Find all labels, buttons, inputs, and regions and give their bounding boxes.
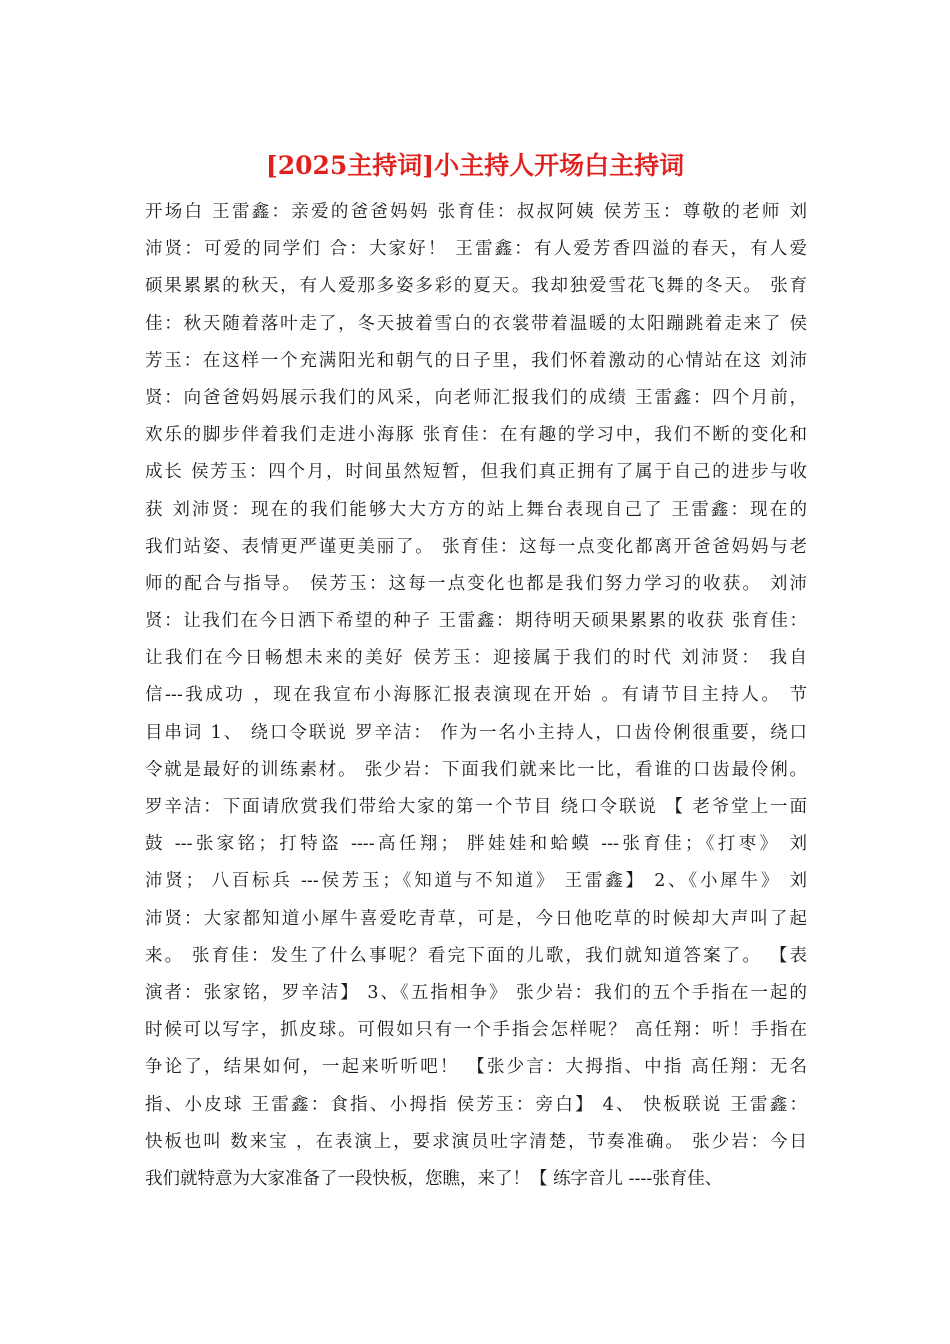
body-line: 令就是最好的训练素材。 张少岩：下面我们就来比一比，看谁的口齿最伶俐。 <box>145 759 807 780</box>
body-line: 欢乐的脚步伴着我们走进小海豚 张育佳：在有趣的学习中，我们不断的变化和 <box>145 425 807 446</box>
body-line: 争论了，结果如何，一起来听听吧！ 【张少言：大拇指、中指 高任翔：无名 <box>145 1057 807 1078</box>
body-line: 我们就特意为大家准备了一段快板，您瞧，来了！【 练字音儿 ----张育佳、 <box>145 1168 723 1189</box>
body-line: 目串词 1、 绕口令联说 罗辛洁： 作为一名小主持人，口齿伶俐很重要，绕口 <box>145 722 807 743</box>
body-line: 鼓 ---张家铭；打特盗 ----高任翔； 胖娃娃和蛤蟆 ---张育佳；《打枣》 刘 <box>145 834 807 855</box>
body-line: 沛贤：可爱的同学们 合：大家好！ 王雷鑫：有人爱芳香四溢的春天，有人爱 <box>145 239 807 260</box>
document-title: [2025主持词]小主持人开场白主持词 <box>265 151 685 180</box>
body-line: 指、小皮球 王雷鑫：食指、小拇指 侯芳玉：旁白】 4、 快板联说 王雷鑫： <box>145 1094 807 1115</box>
body-line: 让我们在今日畅想未来的美好 侯芳玉：迎接属于我们的时代 刘沛贤： 我自 <box>145 648 807 669</box>
body-line: 贤：向爸爸妈妈展示我们的风采，向老师汇报我们的成绩 王雷鑫：四个月前， <box>145 387 807 408</box>
body-line: 师的配合与指导。 侯芳玉：这每一点变化也都是我们努力学习的收获。 刘沛 <box>145 573 807 594</box>
body-line: 我们站姿、表情更严谨更美丽了。 张育佳：这每一点变化都离开爸爸妈妈与老 <box>145 536 807 557</box>
document-body <box>145 194 807 1198</box>
body-line: 罗辛洁：下面请欣赏我们带给大家的第一个节目 绕口令联说 【 老爷堂上一面 <box>145 797 807 817</box>
body-line: 信---我成功 ，现在我宣布小海豚汇报表演现在开始 。有请节目主持人。 节 <box>145 685 807 706</box>
body-line: 硕果累累的秋天，有人爱那多姿多彩的夏天。我却独爱雪花飞舞的冬天。 张育 <box>145 276 807 297</box>
body-line: 成长 侯芳玉：四个月，时间虽然短暂，但我们真正拥有了属于自己的进步与收 <box>145 462 807 483</box>
body-line: 佳：秋天随着落叶走了，冬天披着雪白的衣裳带着温暖的太阳蹦跳着走来了 侯 <box>145 313 807 334</box>
body-line: 沛贤； 八百标兵 ---侯芳玉；《知道与不知道》 王雷鑫】 2、《小犀牛》 刘 <box>145 871 807 892</box>
body-line: 快板也叫 数来宝 ，在表演上，要求演员吐字清楚，节奏准确。 张少岩：今日 <box>145 1131 807 1152</box>
body-line: 获 刘沛贤：现在的我们能够大大方方的站上舞台表现自己了 王雷鑫：现在的 <box>145 499 807 520</box>
body-line: 沛贤：大家都知道小犀牛喜爱吃青草，可是，今日他吃草的时候却大声叫了起 <box>145 908 807 929</box>
body-line: 芳玉：在这样一个充满阳光和朝气的日子里，我们怀着激动的心情站在这 刘沛 <box>145 350 807 371</box>
body-line: 时候可以写字，抓皮球。可假如只有一个手指会怎样呢？ 高任翔：听！手指在 <box>145 1020 807 1041</box>
body-line: 演者：张家铭，罗辛洁】 3、《五指相争》 张少岩：我们的五个手指在一起的 <box>145 982 807 1003</box>
body-line: 来。 张育佳：发生了什么事呢？看完下面的儿歌，我们就知道答案了。 【表 <box>145 945 807 966</box>
body-line: 贤：让我们在今日洒下希望的种子 王雷鑫：期待明天硕果累累的收获 张育佳： <box>145 611 807 632</box>
body-line: 开场白 王雷鑫：亲爱的爸爸妈妈 张育佳：叔叔阿姨 侯芳玉：尊敬的老师 刘 <box>145 202 807 222</box>
